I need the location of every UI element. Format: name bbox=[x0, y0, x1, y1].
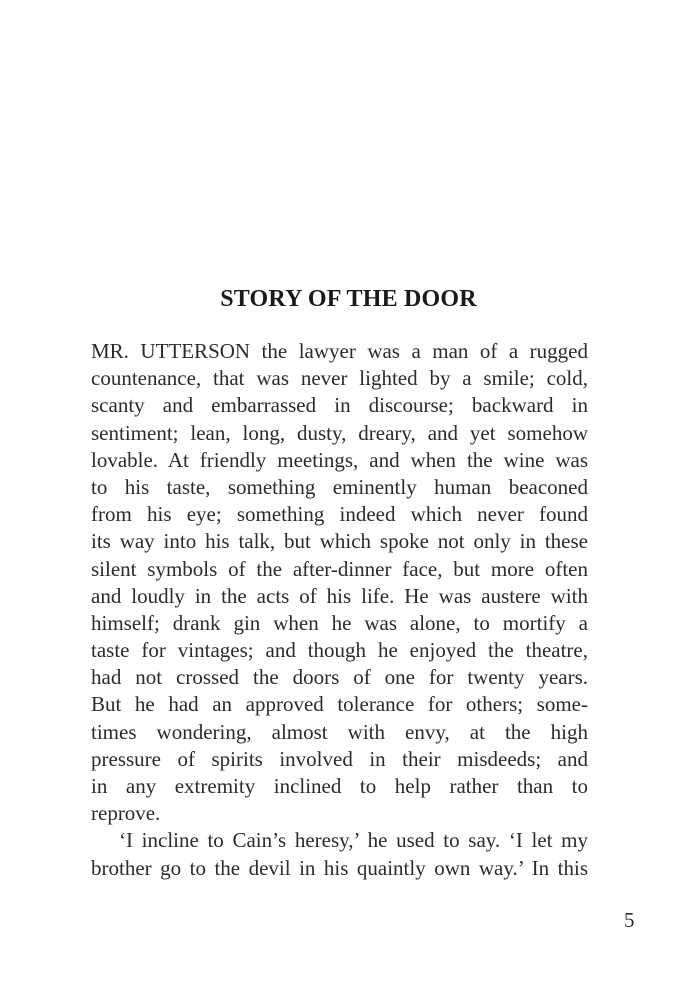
text-line: to his taste, something eminently human beaconed bbox=[91, 474, 588, 499]
text-line: scanty and embarrassed in discourse; backward in bbox=[91, 393, 588, 418]
text-line: himself; drank gin when he was alone, to mortify a bbox=[91, 610, 588, 635]
page-number: 5 bbox=[624, 908, 635, 932]
paragraph-1 bbox=[91, 338, 588, 827]
text-line: lovable. At friendly meetings, and when the wine was bbox=[91, 447, 588, 472]
text-line: reprove. bbox=[91, 801, 161, 826]
text-line: silent symbols of the after-dinner face, but more often bbox=[91, 556, 588, 581]
text-line: times wondering, almost with envy, at the high bbox=[91, 719, 588, 744]
text-line: and loudly in the acts of his life. He was austere with bbox=[91, 583, 588, 608]
text-line: ‘I incline to Cain’s heresy,’ he used to say. ‘I let my bbox=[119, 828, 588, 853]
text-line: MR. UTTERSON the lawyer was a man of a rugged bbox=[91, 339, 588, 363]
text-line: taste for vintages; and though he enjoyed the theatre, bbox=[91, 638, 588, 663]
text-line: brother go to the devil in his quaintly own way.’ In this bbox=[91, 855, 588, 880]
chapter-body bbox=[91, 338, 588, 882]
text-line: had not crossed the doors of one for twenty years. bbox=[91, 665, 588, 690]
text-line: But he had an approved tolerance for others; some- bbox=[91, 692, 588, 717]
chapter-title: STORY OF THE DOOR bbox=[220, 286, 477, 312]
paragraph-2 bbox=[91, 827, 588, 881]
text-line: in any extremity inclined to help rather than to bbox=[91, 774, 588, 798]
text-line: from his eye; something indeed which never found bbox=[91, 502, 588, 527]
text-line: pressure of spirits involved in their misdeeds; and bbox=[91, 746, 588, 771]
text-line: countenance, that was never lighted by a smile; cold, bbox=[91, 366, 588, 391]
text-line: its way into his talk, but which spoke not only in these bbox=[91, 529, 588, 554]
text-line: sentiment; lean, long, dusty, dreary, and yet somehow bbox=[91, 420, 588, 445]
